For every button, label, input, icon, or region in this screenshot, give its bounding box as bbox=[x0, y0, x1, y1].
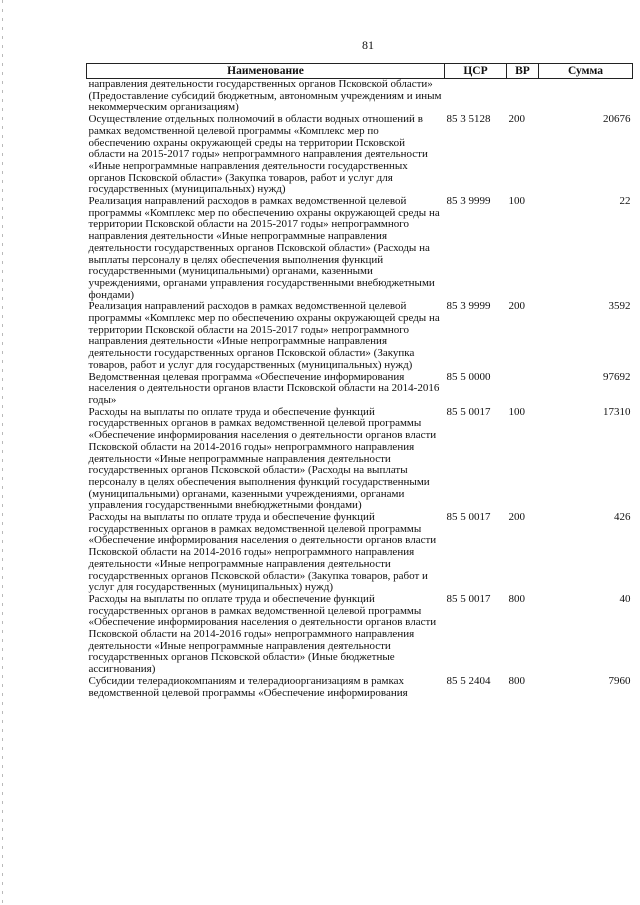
row-name: Расходы на выплаты по оплате труда и обеспечение функций государственных органов в рамках ведомственной целевой программы «Обеспечение информирования населения о деятельности органов власти Псковской области на 2014-2016 годы» непрограммного направления деятельности «Иные непрограммные направления деятельности государственных органов Псковской области» (Закупка товаров, работ и услуг для государственных (муниципальных) нужд) bbox=[88, 511, 437, 594]
row-csr: 85 5 0017 bbox=[446, 511, 491, 524]
row-sum: 40 bbox=[619, 592, 631, 605]
table-row bbox=[87, 79, 633, 115]
row-csr: 85 3 9999 bbox=[446, 195, 491, 208]
row-vr bbox=[507, 372, 539, 407]
row-name: Субсидии телерадиокомпаниям и телерадиоорганизациям в рамках ведомственной целевой программы «Обеспечение информирования bbox=[88, 674, 408, 699]
row-name: Ведомственная целевая программа «Обеспечение информирования населения о деятельности органов власти Псковской области на 2014-2016 годы» bbox=[88, 370, 440, 406]
row-sum: 97692 bbox=[603, 370, 631, 383]
row-vr: 800 bbox=[508, 592, 525, 605]
row-vr: 800 bbox=[508, 674, 525, 687]
row-name: Осуществление отдельных полномочий в области водных отношений в рамках ведомственной целевой программы «Комплекс мер по обеспечению охраны окружающей среды на территории Псковской области на 2015-2017 годы» непрограммного направления деятельности «Иные непрограммные направления деятельности государственных органов Псковской области» (Закупка товаров, работ и услуг для государственных (муниципальных) нужд) bbox=[88, 113, 428, 196]
row-sum: 22 bbox=[619, 195, 631, 208]
row-vr bbox=[507, 79, 539, 115]
table-row bbox=[87, 407, 633, 512]
row-csr bbox=[445, 79, 507, 115]
table-row bbox=[87, 114, 633, 196]
row-name: Реализация направлений расходов в рамках ведомственной целевой программы «Комплекс мер по обеспечению охраны окружающей среды на территории Псковской области на 2015-2017 годы» непрограммного направления деятельности «Иные непрограммные направления деятельности государственных органов Псковской области» (Расходы на выплаты персоналу в целях обеспечения выполнения функций государственными (муниципальными) органами, казенными учреждениями, органами управления государственными внебюджетными фондами) bbox=[88, 195, 440, 301]
row-vr: 200 bbox=[508, 511, 525, 524]
row-name: Реализация направлений расходов в рамках ведомственной целевой программы «Комплекс мер по обеспечению охраны окружающей среды на территории Псковской области на 2015-2017 годы» непрограммного направления деятельности «Иные непрограммные направления деятельности государственных органов Псковской области» (Закупка товаров, работ и услуг для государственных (муниципальных) нужд) bbox=[88, 300, 440, 371]
table-row bbox=[87, 512, 633, 594]
row-sum: 426 bbox=[614, 511, 631, 524]
row-sum: 17310 bbox=[603, 405, 631, 418]
row-csr: 85 5 2404 bbox=[446, 674, 491, 687]
row-csr: 85 5 0017 bbox=[446, 592, 491, 605]
table-row bbox=[87, 372, 633, 407]
row-vr: 100 bbox=[508, 195, 525, 208]
budget-table bbox=[86, 63, 633, 699]
row-csr: 85 5 0017 bbox=[446, 405, 491, 418]
row-sum: 3592 bbox=[608, 300, 631, 313]
row-name: направления деятельности государственных органов Псковской области» (Предоставление субсидий бюджетным, автономным учреждениям и иным некоммерческим организациям) bbox=[88, 78, 442, 114]
row-csr: 85 3 9999 bbox=[446, 300, 491, 313]
table-row bbox=[87, 594, 633, 676]
table-row bbox=[87, 676, 633, 699]
row-name: Расходы на выплаты по оплате труда и обеспечение функций государственных органов в рамках ведомственной целевой программы «Обеспечение информирования населения о деятельности органов власти Псковской области на 2014-2016 годы» непрограммного направления деятельности «Иные непрограммные направления деятельности государственных органов Псковской области» (Иные бюджетные ассигнования) bbox=[88, 592, 437, 676]
header-sum: Сумма bbox=[539, 64, 633, 79]
header-csr: ЦСР bbox=[445, 64, 507, 79]
row-csr: 85 5 0000 bbox=[446, 370, 491, 383]
row-sum: 7960 bbox=[608, 674, 631, 687]
page-number: 81 bbox=[362, 38, 374, 52]
row-sum: 20676 bbox=[603, 113, 631, 126]
row-vr: 100 bbox=[508, 405, 525, 418]
scan-edge-artifact bbox=[2, 0, 3, 905]
header-name: Наименование bbox=[87, 64, 445, 79]
header-vr: ВР bbox=[507, 64, 539, 79]
row-name: Расходы на выплаты по оплате труда и обеспечение функций государственных органов в рамках ведомственной целевой программы «Обеспечение информирования населения о деятельности органов власти Псковской области на 2014-2016 годы» непрограммного направления деятельности «Иные непрограммные направления деятельности государственных органов Псковской области» (Расходы на выплаты персоналу в целях обеспечения выполнения функций государственными (муниципальными) органами, казенными учреждениями, органами управления государственными внебюджетными фондами) bbox=[88, 405, 437, 512]
table-header-row bbox=[87, 64, 633, 79]
table-row bbox=[87, 301, 633, 371]
row-sum bbox=[539, 79, 633, 115]
row-vr: 200 bbox=[508, 113, 525, 126]
row-vr: 200 bbox=[508, 300, 525, 313]
table-row bbox=[87, 196, 633, 301]
row-csr: 85 3 5128 bbox=[446, 113, 491, 126]
